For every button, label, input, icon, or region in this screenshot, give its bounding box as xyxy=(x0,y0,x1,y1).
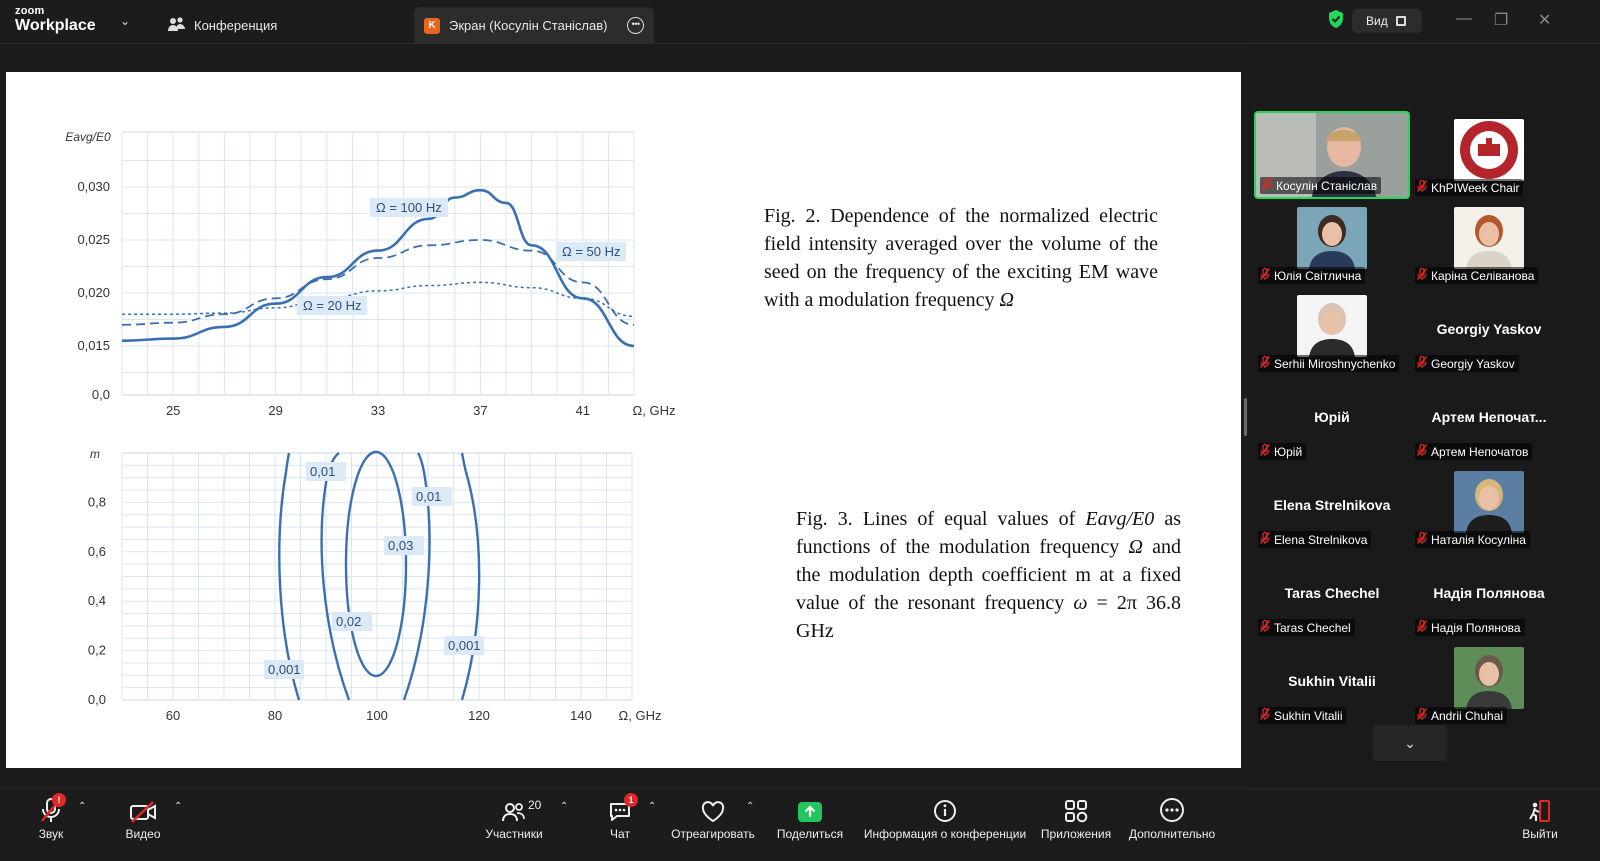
shield-check-icon[interactable] xyxy=(1327,9,1345,34)
shared-slide xyxy=(6,72,1241,768)
chat-unread-badge: 1 xyxy=(624,793,638,807)
chart2-y-tick: 0,2 xyxy=(87,642,106,658)
participant-nameplate xyxy=(1258,443,1306,460)
tab-screen-label: Экран (Косулін Станіслав) xyxy=(449,18,608,33)
tab-conference-label: Конференция xyxy=(194,18,278,33)
chart2-y-label: m xyxy=(90,447,100,461)
heart-icon xyxy=(670,789,756,827)
gallery-expand-button[interactable] xyxy=(1373,725,1447,761)
chart2-contour-label: 0,001 xyxy=(448,638,481,653)
participants-count: 20 xyxy=(528,798,542,812)
audio-label: Звук xyxy=(38,827,64,841)
microphone-muted-icon xyxy=(1417,620,1427,635)
chart1-y-tick: 0,015 xyxy=(77,338,110,353)
chart1-y-tick: 0,030 xyxy=(77,179,110,194)
participant-nameplate xyxy=(1415,619,1525,636)
participant-name: Sukhin Vitalii xyxy=(1274,708,1343,723)
participant-name: Taras Chechel xyxy=(1274,620,1351,635)
slide-charts xyxy=(6,72,1241,768)
chart1-y-label: Eavg/E0 xyxy=(65,130,111,144)
participants-label: Участники xyxy=(485,827,543,841)
participant-name: Надія Полянова xyxy=(1431,620,1521,635)
chart1-x-tick: 25 xyxy=(165,403,181,418)
participant-name: Косулін Станіслав xyxy=(1276,178,1378,193)
chart2-contour-label: 0,03 xyxy=(388,538,414,553)
microphone-muted-icon xyxy=(1260,356,1270,371)
participant-name: Andrii Chuhai xyxy=(1431,708,1504,723)
chart2-x-tick: 60 xyxy=(165,708,181,723)
participant-photo xyxy=(1454,647,1524,709)
participant-name: Каріна Селіванова xyxy=(1431,268,1535,283)
participant-display-name: Надія Полянова xyxy=(1433,585,1545,601)
chart1-series-label: Ω = 20 Hz xyxy=(303,298,362,313)
zoom-logo[interactable] xyxy=(15,6,96,34)
chart1-y-tick: 0,020 xyxy=(77,285,110,300)
participant-tile[interactable] xyxy=(1254,199,1410,287)
microphone-muted-icon xyxy=(1260,532,1270,547)
participant-name: KhPIWeek Chair xyxy=(1431,180,1520,195)
leave-button[interactable] xyxy=(1520,789,1560,861)
participant-name: Юрій xyxy=(1274,444,1303,459)
participant-tile[interactable] xyxy=(1254,551,1410,639)
chevron-down-icon: ⌄ xyxy=(1404,735,1416,751)
participant-tile[interactable] xyxy=(1411,375,1567,463)
fig3-caption-b: as functions of the modulation frequency xyxy=(796,508,1181,558)
chart2-x-tick: 80 xyxy=(267,708,283,723)
participant-photo xyxy=(1297,207,1367,269)
participant-display-name: Юрій xyxy=(1314,409,1350,425)
microphone-muted-icon xyxy=(1417,356,1427,371)
gallery-scrollbar[interactable] xyxy=(1244,398,1247,436)
chart2-contour-label: 0,01 xyxy=(416,489,442,504)
video-button[interactable] xyxy=(120,789,166,861)
apps-icon xyxy=(1038,789,1114,827)
chart1-y-tick: 0,025 xyxy=(77,232,110,247)
participant-tile[interactable] xyxy=(1411,639,1567,727)
chart2-x-tick: 140 xyxy=(570,708,592,723)
participant-nameplate xyxy=(1415,179,1523,196)
microphone-muted-icon xyxy=(1417,268,1427,283)
chart2-x-tick: 120 xyxy=(468,708,490,723)
maximize-icon[interactable]: ❐ xyxy=(1494,12,1509,29)
info-icon xyxy=(862,789,1028,827)
more-button[interactable] xyxy=(1124,789,1220,861)
participant-nameplate xyxy=(1258,355,1399,372)
more-icon[interactable]: ••• xyxy=(627,17,644,34)
participant-tile[interactable] xyxy=(1411,463,1567,551)
fig3-symbol-e: Eavg/E0 xyxy=(1085,508,1155,530)
video-off-icon xyxy=(120,789,166,827)
participant-nameplate xyxy=(1415,707,1507,724)
kpi-logo xyxy=(1454,119,1524,181)
chat-label: Чат xyxy=(610,827,630,841)
more-icon xyxy=(1124,789,1220,827)
fig3-caption-d: = 2π 36.8 GHz xyxy=(796,592,1181,642)
microphone-muted-icon xyxy=(1260,444,1270,459)
fig3-symbol-w: ω xyxy=(1073,592,1088,614)
participant-nameplate xyxy=(1258,531,1371,548)
fig3-caption xyxy=(796,505,1181,645)
participant-tile[interactable] xyxy=(1411,551,1567,639)
chart1-x-label: Ω, GHz xyxy=(632,403,676,418)
logo-big: Workplace xyxy=(15,17,96,34)
participant-nameplate xyxy=(1415,531,1530,548)
fig2-caption-text: Fig. 2. Dependence of the normalized electric field intensity averaged over the volume of the seed on the frequency of the exciting EM wave with a modulation frequency xyxy=(764,205,1158,311)
participant-nameplate xyxy=(1258,707,1346,724)
chart2-y-tick: 0,0 xyxy=(87,692,106,707)
fig3-symbol-omega: Ω xyxy=(1128,536,1143,558)
participants-options-caret[interactable]: ⌃ xyxy=(560,801,569,812)
chart2-y-tick: 0,4 xyxy=(87,593,106,609)
audio-options-caret[interactable]: ⌃ xyxy=(78,801,87,812)
participant-name: Georgiy Yaskov xyxy=(1431,356,1515,371)
tab-screen-badge: K xyxy=(424,18,440,34)
chart1-y-tick: 0,0 xyxy=(91,387,110,402)
participant-nameplate xyxy=(1415,267,1538,284)
chart1-x-tick: 41 xyxy=(575,403,591,418)
participant-name: Serhii Miroshnychenko xyxy=(1274,356,1396,371)
video-label: Видео xyxy=(125,827,161,841)
chart1-x-tick: 33 xyxy=(370,403,386,418)
chat-options-caret[interactable]: ⌃ xyxy=(648,801,657,812)
leave-icon xyxy=(1520,789,1560,827)
audio-alert-badge: ! xyxy=(52,793,66,807)
tab-screen-share[interactable] xyxy=(414,7,654,44)
participant-tile[interactable] xyxy=(1411,111,1567,199)
view-label: Вид xyxy=(1366,14,1388,28)
microphone-muted-icon xyxy=(1417,708,1427,723)
people-icon xyxy=(168,16,186,35)
microphone-muted-icon xyxy=(1262,178,1272,193)
chart1-series-label: Ω = 100 Hz xyxy=(376,200,442,215)
participant-tile[interactable] xyxy=(1254,111,1410,199)
chart2-x-label: Ω, GHz xyxy=(618,708,662,723)
tab-conference[interactable] xyxy=(168,7,277,44)
title-bar xyxy=(0,0,1600,44)
microphone-muted-icon xyxy=(28,789,74,827)
participant-name: Elena Strelnikova xyxy=(1274,532,1368,547)
participant-display-name: Elena Strelnikova xyxy=(1273,497,1391,513)
microphone-muted-icon xyxy=(1417,532,1427,547)
leave-label: Выйти xyxy=(1522,827,1558,841)
apps-label: Приложения xyxy=(1040,827,1112,841)
participant-tile[interactable] xyxy=(1254,287,1410,375)
share-label: Поделиться xyxy=(776,827,844,841)
participant-nameplate xyxy=(1260,177,1381,194)
chart2-contour-label: 0,001 xyxy=(268,662,301,677)
video-options-caret[interactable]: ⌃ xyxy=(174,801,183,812)
logo-small: zoom xyxy=(15,5,45,17)
participant-tile[interactable] xyxy=(1411,199,1567,287)
participant-photo xyxy=(1454,207,1524,269)
chart2-contour-label: 0,01 xyxy=(310,464,336,479)
participant-tile[interactable] xyxy=(1254,639,1410,727)
react-label: Отреагировать xyxy=(671,827,755,841)
participant-tile[interactable] xyxy=(1254,375,1410,463)
minimize-icon[interactable]: — xyxy=(1456,10,1472,27)
participant-display-name: Sukhin Vitalii xyxy=(1288,673,1376,689)
close-icon[interactable]: ✕ xyxy=(1538,12,1552,29)
chart2-x-tick: 100 xyxy=(366,708,388,723)
participant-display-name: Taras Chechel xyxy=(1284,585,1380,601)
chart2-y-tick: 0,8 xyxy=(87,494,106,510)
chart1-x-tick: 37 xyxy=(473,403,488,418)
react-options-caret[interactable]: ⌃ xyxy=(746,801,755,812)
participant-name: Юлія Світлична xyxy=(1274,268,1362,283)
participant-photo xyxy=(1454,471,1524,533)
participant-name: Артем Непочатов xyxy=(1431,444,1529,459)
audio-button[interactable] xyxy=(28,789,74,861)
microphone-muted-icon xyxy=(1260,708,1270,723)
participant-nameplate xyxy=(1258,619,1355,636)
meeting-info-label: Информация о конференции xyxy=(863,827,1027,841)
share-button[interactable] xyxy=(774,789,846,861)
grid-icon xyxy=(1396,16,1406,26)
fig3-caption-c: and the modulation depth coefficient m at a fixed value of the resonant frequency xyxy=(796,536,1182,614)
chart1-x-tick: 29 xyxy=(268,403,283,418)
microphone-muted-icon xyxy=(1260,620,1270,635)
microphone-muted-icon xyxy=(1260,268,1270,283)
apps-button[interactable] xyxy=(1038,789,1114,861)
participant-display-name: Georgiy Yaskov xyxy=(1436,321,1542,337)
meeting-toolbar xyxy=(0,788,1600,860)
fig2-caption xyxy=(764,202,1158,314)
view-button[interactable] xyxy=(1352,9,1422,33)
chart2-contour-label: 0,02 xyxy=(336,614,362,629)
participant-tile[interactable] xyxy=(1254,463,1410,551)
react-button[interactable] xyxy=(670,789,756,861)
participant-display-name: Артем Непочат... xyxy=(1431,409,1547,425)
share-screen-icon xyxy=(774,789,846,827)
chart1-series-label: Ω = 50 Hz xyxy=(562,244,621,259)
more-label: Дополнительно xyxy=(1128,827,1216,841)
fig3-caption-a: Fig. 3. Lines of equal values of xyxy=(796,508,1076,530)
participant-nameplate xyxy=(1415,443,1532,460)
chevron-down-icon[interactable]: ⌄ xyxy=(120,14,131,28)
participant-nameplate xyxy=(1415,355,1519,372)
fig2-symbol: Ω xyxy=(999,289,1014,311)
participant-nameplate xyxy=(1258,267,1365,284)
participant-photo xyxy=(1297,295,1367,357)
participant-name: Наталія Косуліна xyxy=(1431,532,1526,547)
microphone-muted-icon xyxy=(1417,444,1427,459)
microphone-muted-icon xyxy=(1417,180,1427,195)
participant-tile[interactable] xyxy=(1411,287,1567,375)
chart2-y-tick: 0,6 xyxy=(87,543,106,559)
meeting-info-button[interactable] xyxy=(862,789,1028,861)
